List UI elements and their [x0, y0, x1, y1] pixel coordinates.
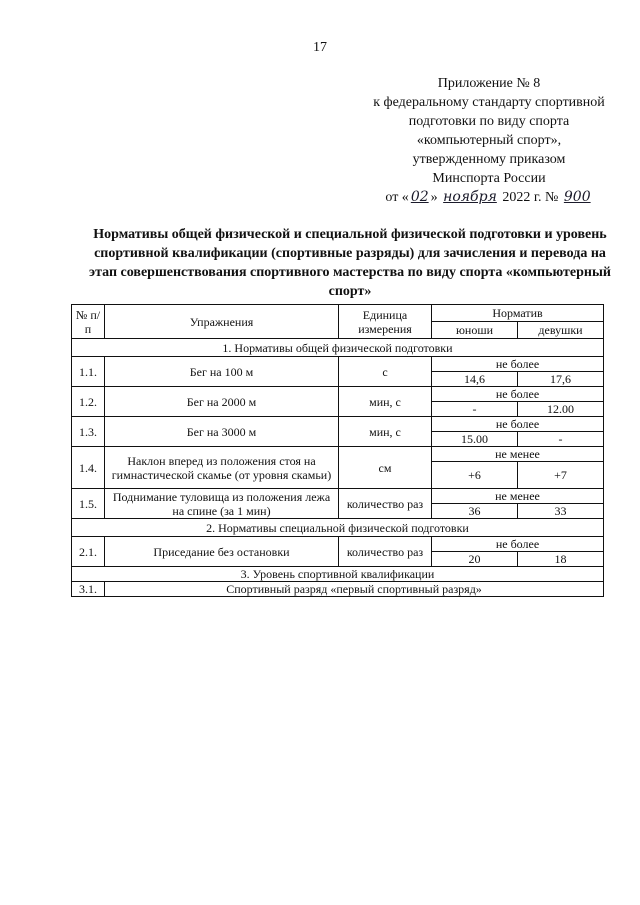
date-year: 2022 г. №	[502, 190, 559, 205]
appendix-line: Приложение № 8	[437, 76, 541, 91]
row-unit: количество раз	[339, 537, 432, 567]
row-exercise: Приседание без остановки	[105, 537, 339, 567]
section-title: 3. Уровень спортивной квалификации	[72, 567, 604, 582]
row-unit: с	[339, 357, 432, 387]
row-num: 1.4.	[72, 447, 105, 489]
row-boys-value: -	[432, 402, 518, 417]
row-girls-value: 18	[518, 552, 604, 567]
row-condition: не менее	[432, 447, 604, 462]
header-norm: Норматив	[432, 305, 604, 322]
row-boys-value: 14,6	[432, 372, 518, 387]
row-num: 1.1.	[72, 357, 105, 387]
row-boys-value: +6	[432, 462, 518, 489]
page-number: 17	[313, 40, 327, 55]
appendix-line: Минспорта России	[432, 171, 546, 186]
row-num: 3.1.	[72, 582, 105, 597]
qualification-text: Спортивный разряд «первый спортивный разряд»	[105, 582, 604, 597]
row-girls-value: 12.00	[518, 402, 604, 417]
appendix-line: к федеральному стандарту спортивной	[373, 95, 605, 110]
row-exercise: Поднимание туловища из положения лежа на спине (за 1 мин)	[105, 489, 339, 519]
row-exercise: Бег на 2000 м	[105, 387, 339, 417]
norms-table	[71, 304, 604, 597]
appendix-line: «компьютерный спорт»,	[416, 133, 562, 148]
row-girls-value: +7	[518, 462, 604, 489]
row-boys-value: 15.00	[432, 432, 518, 447]
row-num: 1.5.	[72, 489, 105, 519]
row-num: 2.1.	[72, 537, 105, 567]
row-condition: не более	[432, 537, 604, 552]
row-girls-value: -	[518, 432, 604, 447]
order-date-line	[358, 188, 620, 207]
row-boys-value: 36	[432, 504, 518, 519]
row-num: 1.2.	[72, 387, 105, 417]
row-condition: не менее	[432, 489, 604, 504]
row-exercise: Бег на 100 м	[105, 357, 339, 387]
header-girls: девушки	[518, 322, 604, 339]
row-girls-value: 17,6	[518, 372, 604, 387]
row-condition: не более	[432, 387, 604, 402]
row-unit: количество раз	[339, 489, 432, 519]
section-title: 2. Нормативы специальной физической подготовки	[72, 519, 604, 537]
appendix-block	[358, 74, 620, 207]
date-mid: »	[430, 190, 438, 205]
handwritten-order-number: 900	[563, 189, 591, 205]
section-title: 1. Нормативы общей физической подготовки	[72, 339, 604, 357]
header-exercise: Упражнения	[105, 305, 339, 339]
row-unit: см	[339, 447, 432, 489]
header-boys: юноши	[432, 322, 518, 339]
row-num: 1.3.	[72, 417, 105, 447]
row-condition: не более	[432, 357, 604, 372]
row-condition: не более	[432, 417, 604, 432]
header-num: № п/п	[72, 305, 105, 339]
appendix-line: подготовки по виду спорта	[408, 114, 570, 129]
appendix-line: утвержденному приказом	[412, 152, 566, 167]
handwritten-month: ноября	[443, 189, 497, 205]
row-unit: мин, с	[339, 417, 432, 447]
row-exercise: Наклон вперед из положения стоя на гимнастической скамье (от уровня скамьи)	[105, 447, 339, 489]
handwritten-day: 02	[410, 189, 429, 205]
document-title: Нормативы общей физической и специальной физической подготовки и уровень спортивной квалификации (спортивные разряды) для зачисления и перевода на этап совершенствования спортивного мастерства по виду спорта «компьютерный спорт»	[89, 227, 611, 299]
row-girls-value: 33	[518, 504, 604, 519]
row-unit: мин, с	[339, 387, 432, 417]
header-unit: Единица измерения	[339, 305, 432, 339]
row-boys-value: 20	[432, 552, 518, 567]
date-prefix: от «	[385, 190, 409, 205]
row-exercise: Бег на 3000 м	[105, 417, 339, 447]
